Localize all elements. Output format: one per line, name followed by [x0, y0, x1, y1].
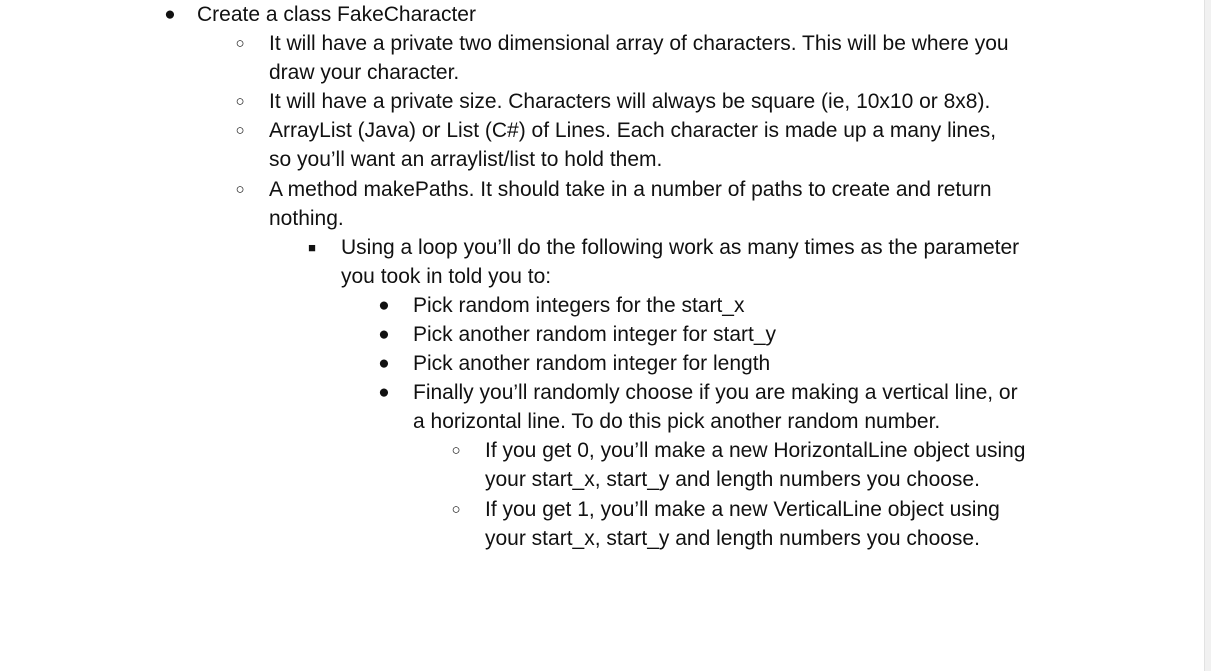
list-item-start-x: Pick random integers for the start_x	[413, 294, 745, 317]
scrollbar-track[interactable]	[1204, 0, 1211, 671]
list-item-vertical: If you get 1, you’ll make a new VerticalLine object using	[485, 498, 1000, 521]
list-item-start-y: Pick another random integer for start_y	[413, 323, 777, 346]
list-item-makepaths-cont: nothing.	[269, 207, 344, 230]
bullet-circle-icon: ○	[235, 93, 245, 110]
list-item-private-size: It will have a private size. Characters will always be square (ie, 10x10 or 8x8).	[269, 90, 991, 113]
bullet-circle-icon: ○	[235, 181, 245, 198]
list-item-orientation-cont: a horizontal line. To do this pick another random number.	[413, 410, 941, 433]
bullet-disc-icon: ●	[164, 4, 176, 25]
list-item-makepaths: A method makePaths. It should take in a number of paths to create and return	[269, 178, 992, 201]
list-item-loop: Using a loop you’ll do the following work as many times as the parameter	[341, 236, 1020, 259]
list-item-private-array-cont: draw your character.	[269, 61, 460, 84]
bullet-circle-icon: ○	[451, 442, 461, 459]
bullet-disc-icon: ●	[378, 295, 390, 316]
bullet-circle-icon: ○	[235, 122, 245, 139]
list-item-vertical-cont: your start_x, start_y and length numbers you choose.	[485, 527, 980, 550]
list-item-loop-cont: you took in told you to:	[341, 265, 552, 288]
bullet-square-icon: ■	[308, 240, 316, 255]
bullet-disc-icon: ●	[378, 382, 390, 403]
list-item-horizontal: If you get 0, you’ll make a new HorizontalLine object using	[485, 439, 1026, 462]
list-item-horizontal-cont: your start_x, start_y and length numbers you choose.	[485, 468, 980, 491]
bullet-disc-icon: ●	[378, 324, 390, 345]
list-item-create-class: Create a class FakeCharacter	[197, 3, 476, 26]
bullet-circle-icon: ○	[451, 501, 461, 518]
list-item-private-array: It will have a private two dimensional array of characters. This will be where you	[269, 32, 1009, 55]
list-item-arraylist-cont: so you’ll want an arraylist/list to hold them.	[269, 148, 663, 171]
list-item-orientation: Finally you’ll randomly choose if you are making a vertical line, or	[413, 381, 1018, 404]
bullet-disc-icon: ●	[378, 353, 390, 374]
bullet-circle-icon: ○	[235, 35, 245, 52]
list-item-arraylist: ArrayList (Java) or List (C#) of Lines. Each character is made up a many lines,	[269, 119, 997, 142]
list-item-length: Pick another random integer for length	[413, 352, 771, 375]
